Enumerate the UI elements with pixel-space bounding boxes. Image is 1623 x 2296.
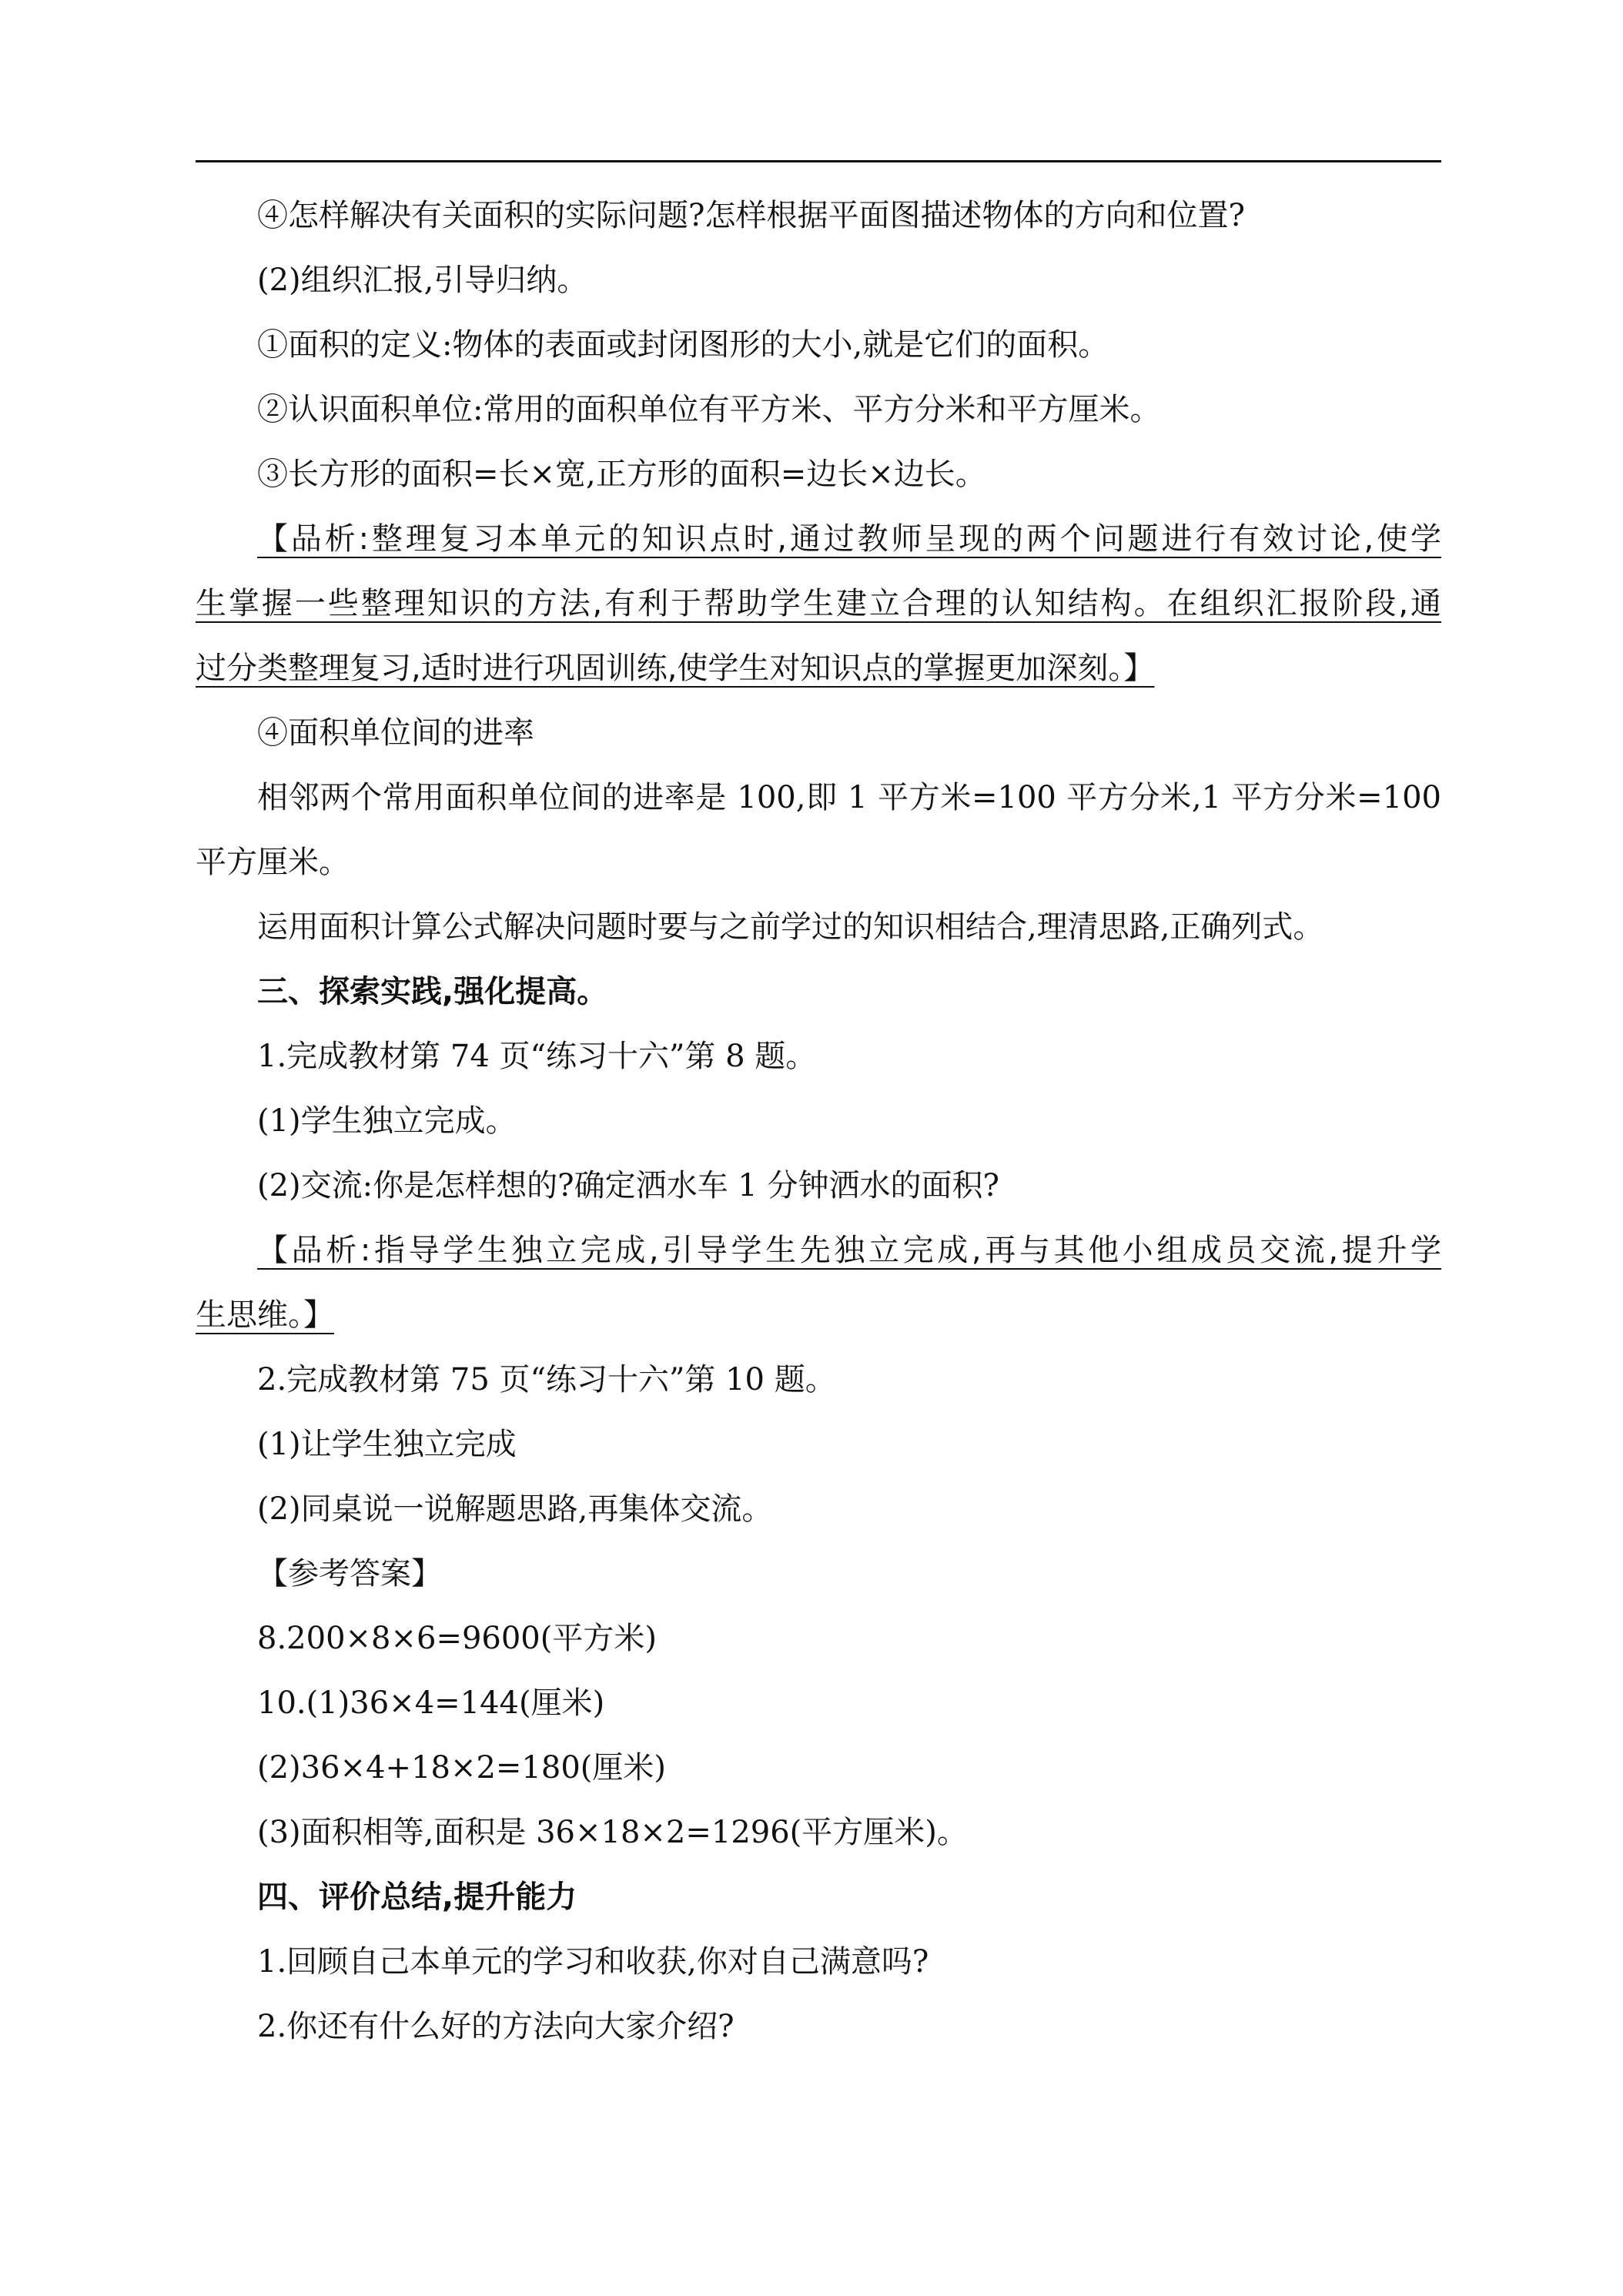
answer-10-part-1: 10.(1)36×4=144(厘米)	[257, 1685, 605, 1721]
analysis-note-2-line-1: 【品析:指导学生独立完成,引导学生先独立完成,再与其他小组成员交流,提升学	[257, 1233, 1441, 1268]
header-rule	[196, 160, 1441, 162]
paragraph-step-2: (2)组织汇报,引导归纳。	[257, 263, 588, 298]
analysis-note-1-line-1: 【品析:整理复习本单元的知识点时,通过教师呈现的两个问题进行有效讨论,使学	[257, 521, 1441, 557]
paragraph-unit-rates-line-2: 平方厘米。	[196, 845, 350, 880]
paragraph-question-4: ④怎样解决有关面积的实际问题?怎样根据平面图描述物体的方向和位置?	[257, 198, 1245, 233]
task-2: 2.完成教材第 75 页“练习十六”第 10 题。	[257, 1362, 836, 1397]
paragraph-unit-rates-line-1: 相邻两个常用面积单位间的进率是 100,即 1 平方米=100 平方分米,1 平方分米=100	[257, 780, 1441, 815]
answer-8: 8.200×8×6=9600(平方米)	[257, 1621, 657, 1656]
reflection-question-1: 1.回顾自己本单元的学习和收获,你对自己满意吗?	[257, 1944, 929, 1980]
task-1: 1.完成教材第 74 页“练习十六”第 8 题。	[257, 1039, 817, 1074]
paragraph-problem-solving: 运用面积计算公式解决问题时要与之前学过的知识相结合,理清思路,正确列式。	[257, 909, 1324, 945]
section-heading-4: 四、评价总结,提升能力	[257, 1879, 577, 1915]
paragraph-area-definition: ①面积的定义:物体的表面或封闭图形的大小,就是它们的面积。	[257, 327, 1109, 363]
analysis-note-1-line-2: 生掌握一些整理知识的方法,有利于帮助学生建立合理的认知结构。在组织汇报阶段,通	[196, 586, 1441, 621]
reflection-question-2: 2.你还有什么好的方法向大家介绍?	[257, 2009, 735, 2044]
reference-answer-heading: 【参考答案】	[257, 1556, 442, 1591]
paragraph-unit-rates-title: ④面积单位间的进率	[257, 715, 534, 751]
paragraph-area-formulas: ③长方形的面积=长×宽,正方形的面积=边长×边长。	[257, 457, 986, 492]
answer-10-part-2: (2)36×4+18×2=180(厘米)	[257, 1750, 666, 1786]
task-1-step-2: (2)交流:你是怎样想的?确定洒水车 1 分钟洒水的面积?	[257, 1168, 999, 1203]
task-2-step-2: (2)同桌说一说解题思路,再集体交流。	[257, 1491, 773, 1527]
paragraph-area-units: ②认识面积单位:常用的面积单位有平方米、平方分米和平方厘米。	[257, 392, 1161, 427]
task-1-step-1: (1)学生独立完成。	[257, 1103, 517, 1139]
analysis-note-2-line-2: 生思维。】	[196, 1297, 334, 1333]
section-heading-3: 三、探索实践,强化提高。	[257, 974, 608, 1009]
answer-10-part-3: (3)面积相等,面积是 36×18×2=1296(平方厘米)。	[257, 1815, 968, 1850]
task-2-step-1: (1)让学生独立完成	[257, 1427, 517, 1462]
analysis-note-1-line-3: 过分类整理复习,适时进行巩固训练,使学生对知识点的掌握更加深刻。】	[196, 651, 1155, 686]
document-body	[196, 183, 1441, 2059]
